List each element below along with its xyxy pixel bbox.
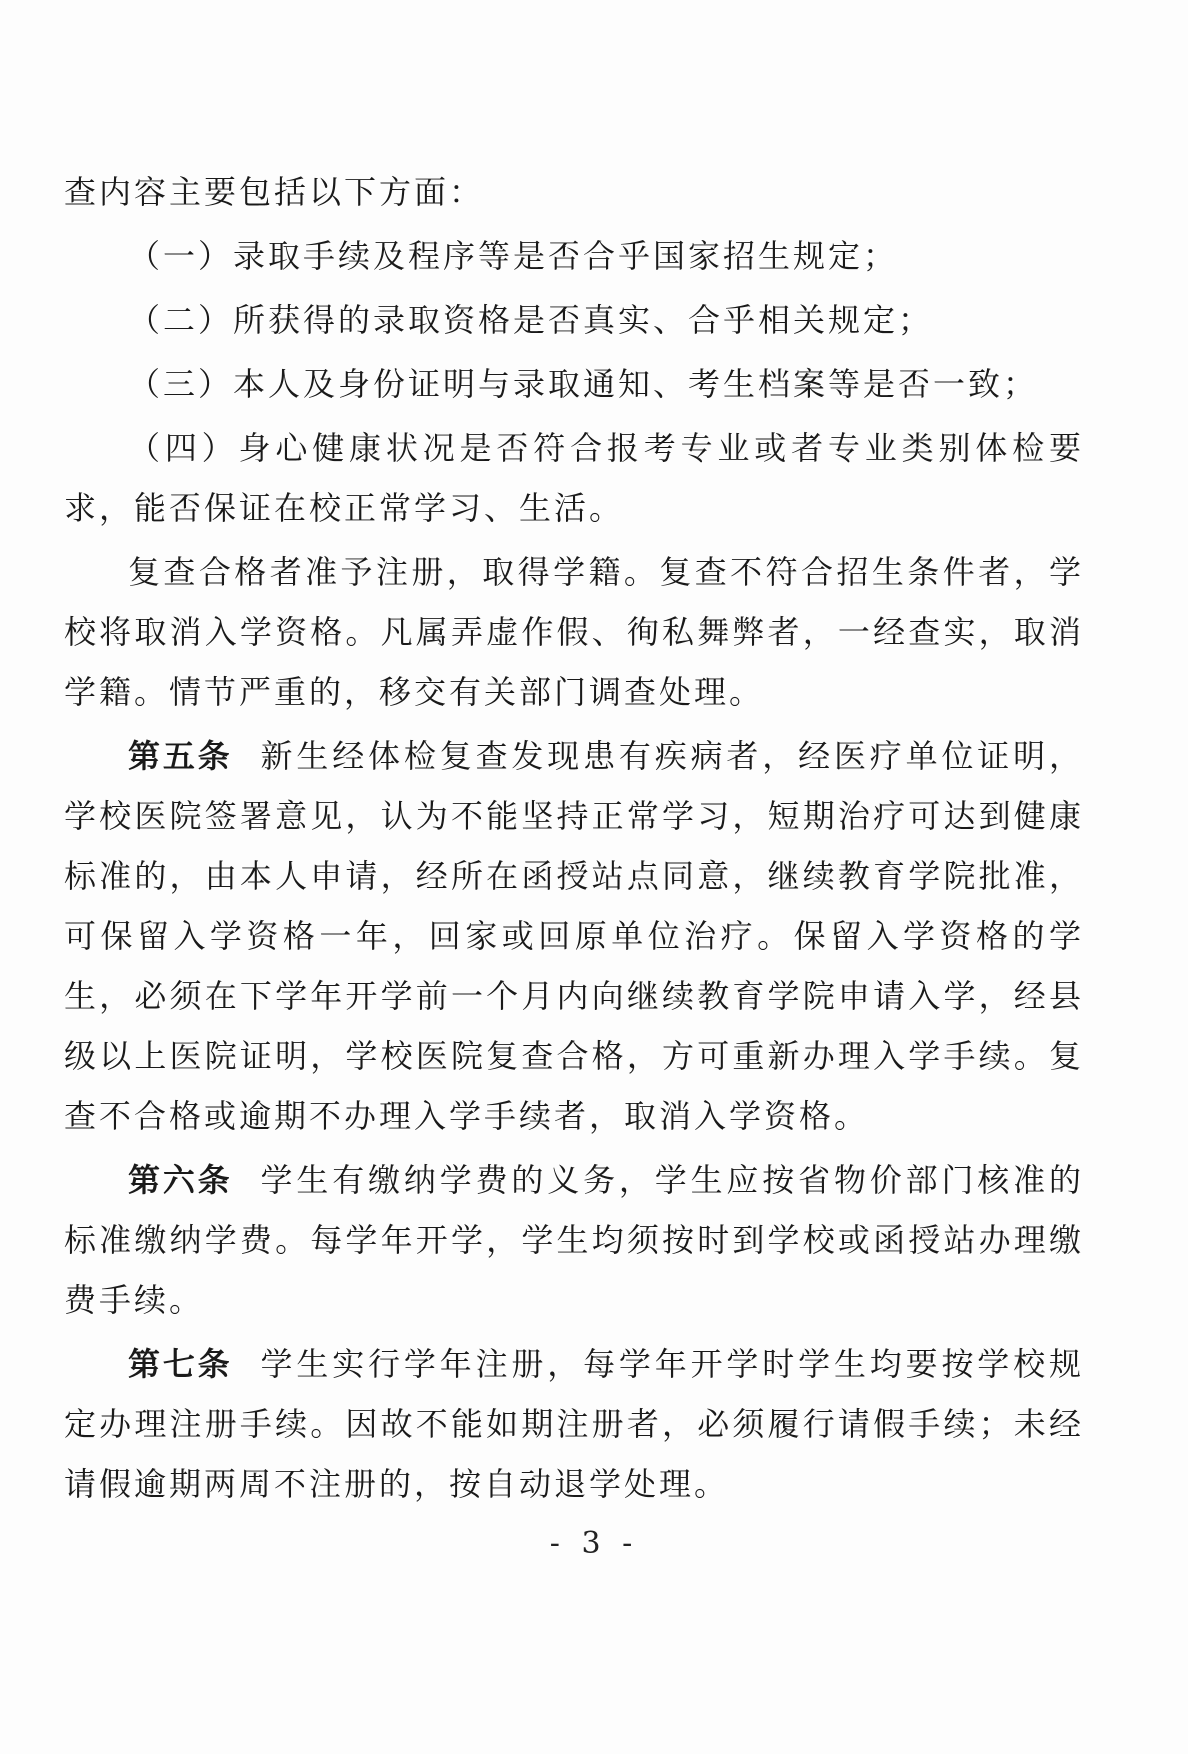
list-item-4: （四）身心健康状况是否符合报考专业或者专业类别体检要求，能否保证在校正常学习、生活。 [64, 429, 1084, 527]
list-item-2: （二）所获得的录取资格是否真实、合乎相关规定； [128, 301, 934, 339]
article-6 [64, 1150, 1084, 1330]
article-6-title: 第六条 [128, 1161, 233, 1199]
article-5 [64, 726, 1084, 1146]
article-7 [64, 1334, 1084, 1514]
list-item-1: （一）录取手续及程序等是否合乎国家招生规定； [128, 237, 899, 275]
article-7-text: 学生实行学年注册，每学年开学时学生均要按学校规定办理注册手续。因故不能如期注册者，必须履行请假手续；未经请假逾期两周不注册的，按自动退学处理。 [64, 1345, 1084, 1503]
paragraph-review-result: 复查合格者准予注册，取得学籍。复查不符合招生条件者，学校将取消入学资格。凡属弄虚作假、徇私舞弊者，一经查实，取消学籍。情节严重的，移交有关部门调查处理。 [64, 553, 1084, 711]
article-5-text: 新生经体检复查发现患有疾病者，经医疗单位证明，学校医院签署意见，认为不能坚持正常学习，短期治疗可达到健康标准的，由本人申请，经所在函授站点同意，继续教育学院批准，可保留入学资格一年，回家或回原单位治疗。保留入学资格的学生，必须在下学年开学前一个月内向继续教育学院申请入学，经县级以上医院证明，学校医院复查合格，方可重新办理入学手续。复查不合格或逾期不办理入学手续者，取消入学资格。 [64, 737, 1084, 1135]
document-body [64, 162, 1084, 1518]
list-item-3: （三）本人及身份证明与录取通知、考生档案等是否一致； [128, 365, 1039, 403]
article-7-title: 第七条 [128, 1345, 233, 1383]
paragraph-continuation: 查内容主要包括以下方面： [64, 173, 485, 211]
article-5-title: 第五条 [128, 737, 233, 775]
article-6-text: 学生有缴纳学费的义务，学生应按省物价部门核准的标准缴纳学费。每学年开学，学生均须按时到学校或函授站办理缴费手续。 [64, 1161, 1084, 1319]
page-number: - 3 - [549, 1526, 639, 1561]
